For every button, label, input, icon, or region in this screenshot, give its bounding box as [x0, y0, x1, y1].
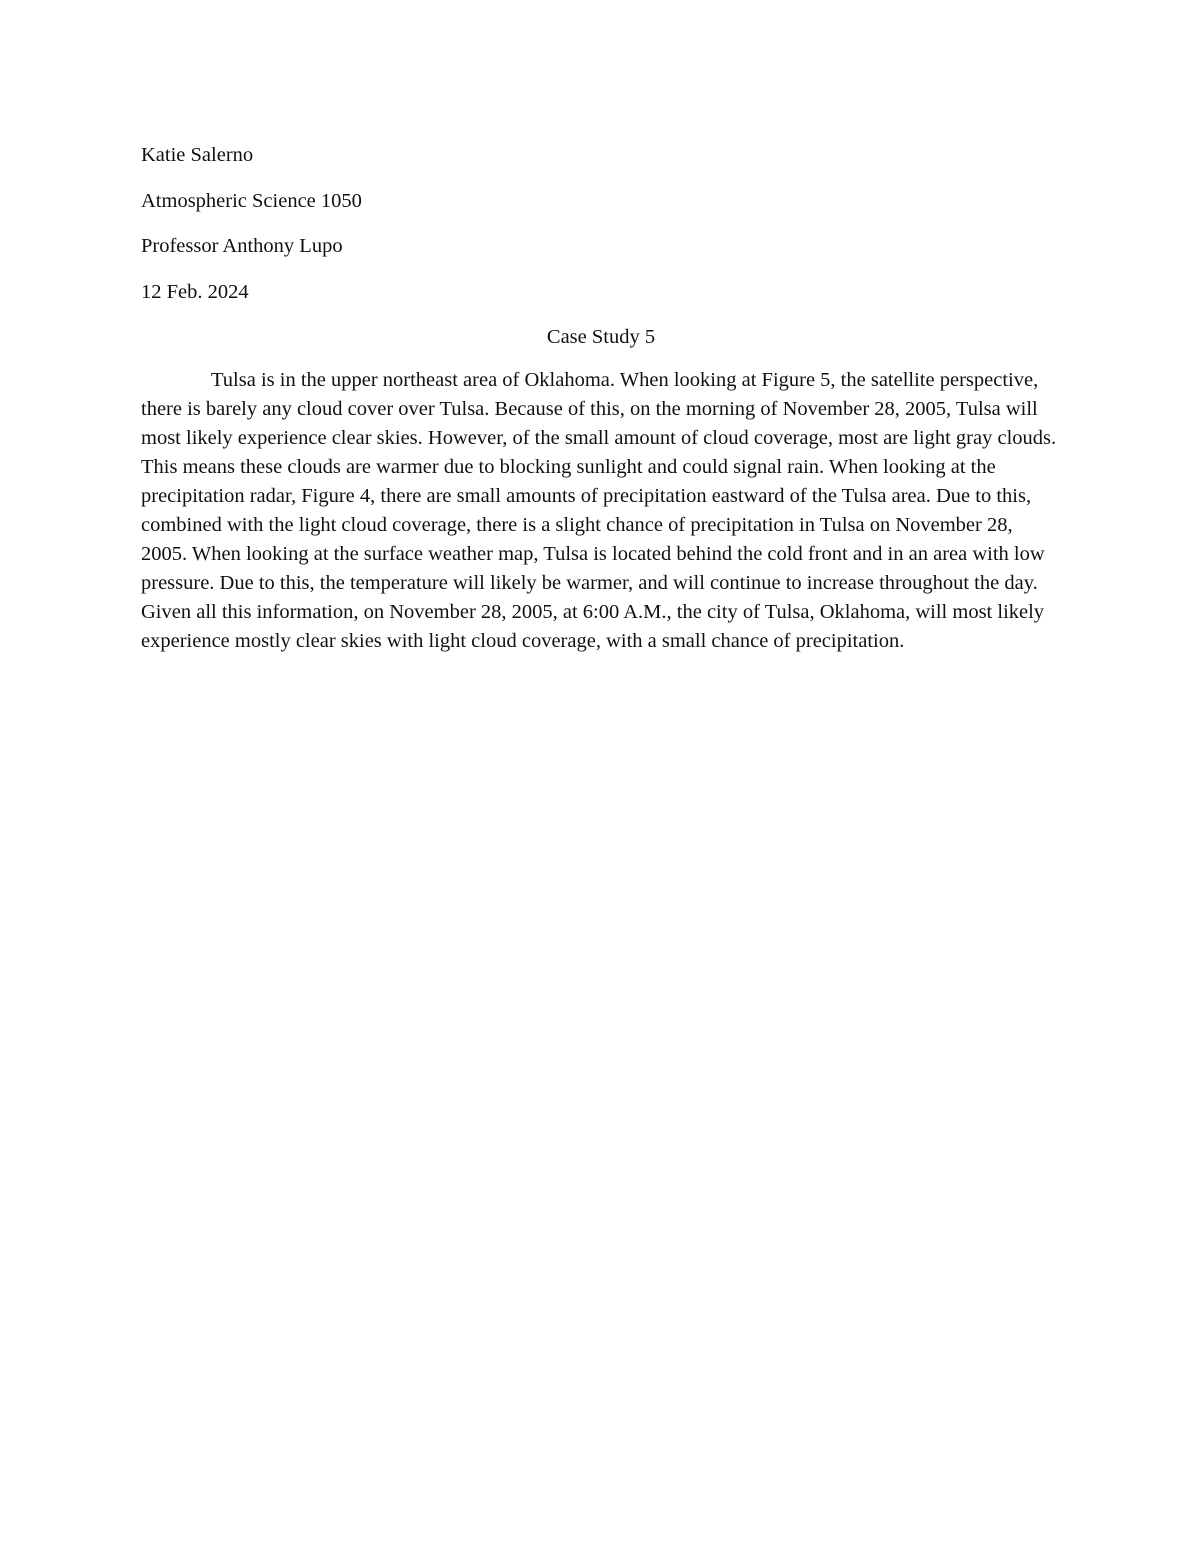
- student-name: Katie Salerno: [141, 144, 254, 166]
- document-body: [141, 141, 1061, 656]
- submission-date: 12 Feb. 2024: [141, 280, 249, 303]
- course-name: Atmospheric Science 1050: [141, 189, 362, 212]
- body-paragraph: Tulsa is in the upper northeast area of Oklahoma. When looking at Figure 5, the satellite perspective, there is barely any cloud cover over Tulsa. Because of this, on the morning of November 28, 2005, Tulsa will most likely experience clear skies. However, of the small amount of cloud coverage, most are light gray clouds. This means these clouds are warmer due to blocking sunlight and could signal rain. When looking at the precipitation radar, Figure 4, there are small amounts of precipitation eastward of the Tulsa area. Due to this, combined with the light cloud coverage, there is a slight chance of precipitation in Tulsa on November 28, 2005. When looking at the surface weather map, Tulsa is located behind the cold front and in an area with low pressure. Due to this, the temperature will likely be warmer, and will continue to increase throughout the day. Given all this information, on November 28, 2005, at 6:00 A.M., the city of Tulsa, Oklahoma, will most likely experience mostly clear skies with light cloud coverage, with a small chance of precipitation.: [141, 369, 1057, 652]
- document-title: Case Study 5: [546, 326, 656, 348]
- professor-name: Professor Anthony Lupo: [141, 235, 343, 257]
